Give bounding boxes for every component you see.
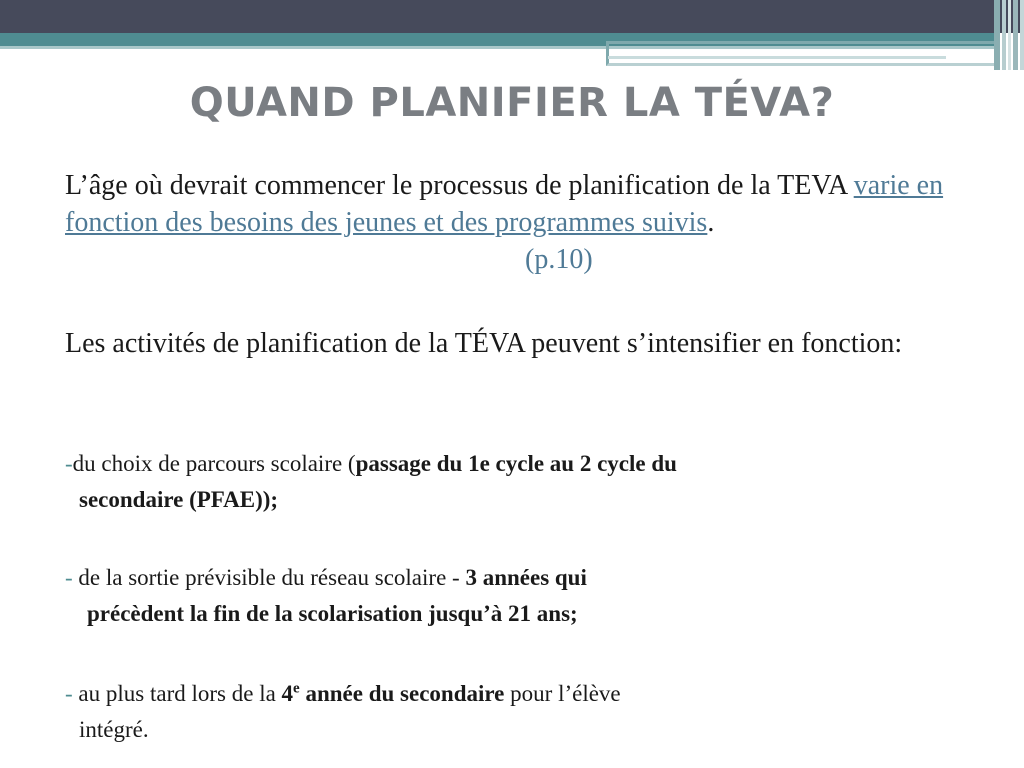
header-accent-frame bbox=[606, 41, 998, 66]
bullet-item bbox=[65, 446, 965, 518]
bullet-text-after: pour l’élève bbox=[504, 681, 621, 706]
header-right-strip bbox=[1002, 0, 1006, 70]
header-right-strip bbox=[1013, 0, 1018, 70]
bullet-text: au plus tard lors de la bbox=[72, 681, 282, 706]
intro-period: . bbox=[707, 207, 715, 238]
bullet-dash: - bbox=[65, 681, 73, 706]
slide-title: QUAND PLANIFIER LA TÉVA? bbox=[189, 80, 835, 126]
bullet-dash: - bbox=[65, 451, 73, 476]
bullet-bold: passage du 1e cycle au 2 cycle du bbox=[355, 451, 677, 476]
bullet-bold: 3 années qui bbox=[465, 565, 587, 590]
bullet-bold-continuation: précèdent la fin de la scolarisation jusqu’à 21 ans; bbox=[87, 601, 578, 626]
bullet-bold: année du secondaire bbox=[299, 681, 505, 706]
bullet-bold-continuation: secondaire (PFAE)); bbox=[79, 487, 279, 512]
bullet-bold-number: 4 bbox=[281, 681, 294, 706]
page-reference: (p.10) bbox=[525, 244, 593, 275]
bullet-item bbox=[65, 560, 965, 632]
header-right-strip bbox=[994, 0, 1000, 70]
bullet-text: du choix de parcours scolaire ( bbox=[72, 451, 356, 476]
bullet-continuation: intégré. bbox=[79, 717, 149, 742]
bullet-superscript: e bbox=[293, 680, 300, 697]
intro-paragraph bbox=[65, 167, 945, 278]
header-banner-dark bbox=[0, 0, 1024, 33]
bullet-dash: - bbox=[65, 565, 73, 590]
bullet-item bbox=[65, 676, 965, 748]
bullet-text: de la sortie prévisible du réseau scolaire - bbox=[72, 565, 466, 590]
header-accent-line bbox=[608, 56, 946, 59]
intro-text: L’âge où devrait commencer le processus de planification de la TEVA bbox=[65, 170, 854, 201]
activities-paragraph: Les activités de planification de la TÉVA peuvent s’intensifier en fonction: bbox=[65, 328, 903, 359]
header-right-strip bbox=[1020, 0, 1024, 70]
intro-link[interactable]: varie en fonction des besoins des jeunes et des programmes suivis bbox=[65, 170, 944, 238]
header-right-strip bbox=[1008, 0, 1011, 70]
